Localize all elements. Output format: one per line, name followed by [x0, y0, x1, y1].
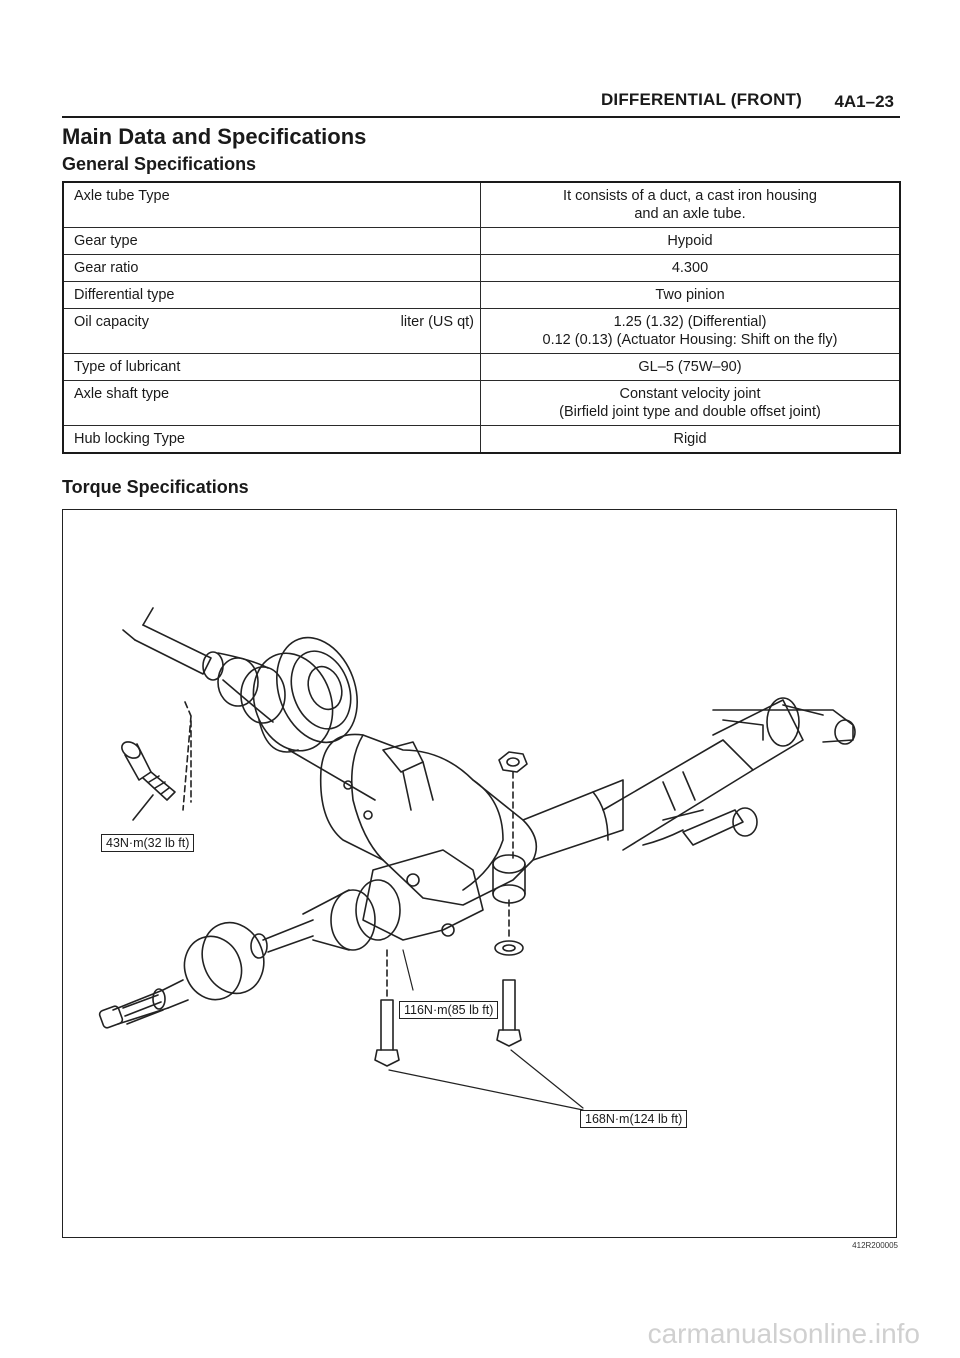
spec-value-line: 4.300: [671, 260, 709, 276]
spec-value: [481, 309, 901, 354]
mount-spacer: [493, 855, 525, 955]
spec-item: Hub locking Type: [63, 426, 334, 454]
spec-unit: [334, 182, 481, 228]
spec-unit: [334, 282, 481, 309]
spec-value-line: 0.12 (0.13) (Actuator Housing: Shift on the fly): [542, 332, 838, 348]
spec-unit: [334, 255, 481, 282]
spec-value: [481, 282, 901, 309]
spec-value-line: Rigid: [673, 431, 707, 447]
mount-bracket: [363, 850, 483, 940]
spec-row: [63, 354, 900, 381]
spec-value-line: Constant velocity joint: [619, 386, 761, 402]
axle-illustration: [62, 509, 897, 1238]
spec-row: [63, 228, 900, 255]
spec-value-line: It consists of a duct, a cast iron housing: [563, 188, 817, 204]
spec-value-line: and an axle tube.: [634, 206, 746, 222]
torque-label-left-bolt: 43N·m(32 lb ft): [101, 834, 194, 852]
spec-row: [63, 381, 900, 426]
spec-row: [63, 182, 900, 228]
spec-item: Type of lubricant: [63, 354, 334, 381]
spec-value: [481, 228, 901, 255]
cv-joint-housing: [240, 626, 371, 762]
axle-tube: [603, 698, 855, 850]
spec-value: [481, 255, 901, 282]
spec-value-line: GL–5 (75W–90): [638, 359, 742, 375]
spec-unit: [334, 228, 481, 255]
spec-unit: liter (US qt): [334, 309, 481, 354]
top-nut: [499, 752, 527, 860]
spec-value-line: Two pinion: [655, 287, 725, 303]
spec-item: Gear type: [63, 228, 334, 255]
figure-code: 412R200005: [852, 1241, 898, 1250]
spec-item: Differential type: [63, 282, 334, 309]
torque-label-center-bolt: 116N·m(85 lb ft): [399, 1001, 498, 1019]
spec-value: [481, 182, 901, 228]
main-title: Main Data and Specifications: [62, 124, 367, 149]
spec-row: [63, 282, 900, 309]
upper-drive-shaft: [123, 608, 285, 723]
spec-value: [481, 381, 901, 426]
spec-row: [63, 309, 900, 354]
left-bolt: [119, 739, 175, 820]
spec-row: [63, 426, 900, 454]
axle-drawing: [63, 510, 895, 1236]
lower-drive-shaft: [99, 880, 400, 1029]
spec-value: [481, 354, 901, 381]
watermark: carmanualsonline.info: [647, 1318, 920, 1349]
spec-value-line: 1.25 (1.32) (Differential): [613, 314, 767, 330]
differential-housing: [321, 734, 623, 905]
torque-specifications-title: Torque Specifications: [62, 477, 249, 497]
spec-unit: [334, 426, 481, 454]
spec-item: Axle shaft type: [63, 381, 334, 426]
page-header: [62, 88, 900, 118]
spec-unit: [334, 381, 481, 426]
spec-item: Gear ratio: [63, 255, 334, 282]
spec-item: Axle tube Type: [63, 182, 334, 228]
spec-value-line: Hypoid: [667, 233, 713, 249]
page-number: 4A1–23: [834, 92, 894, 111]
section-title: DIFFERENTIAL (FRONT): [600, 90, 802, 109]
spec-row: [63, 255, 900, 282]
general-specifications-title: General Specifications: [62, 154, 257, 174]
spec-value: [481, 426, 901, 454]
spec-unit: [334, 354, 481, 381]
torque-label-bottom-bolts: 168N·m(124 lb ft): [580, 1110, 687, 1128]
general-specifications-table: [62, 181, 901, 454]
spec-item: Oil capacity: [63, 309, 334, 354]
spec-value-line: (Birfield joint type and double offset joint): [559, 404, 821, 420]
